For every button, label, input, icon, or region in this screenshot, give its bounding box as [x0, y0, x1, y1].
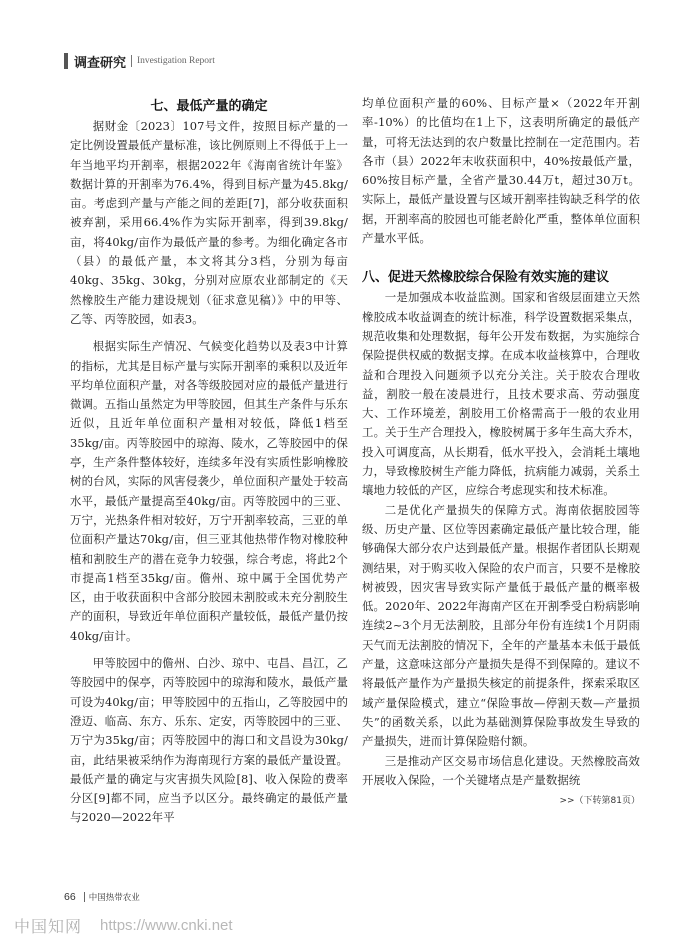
cnki-watermark: [0, 904, 700, 946]
section-title-8: 八、促进天然橡胶综合保险有效实施的建议: [362, 270, 610, 286]
page-footer: [64, 891, 140, 903]
section-title-7: 七、最低产量的确定: [150, 99, 268, 114]
cnki-url: https://www.cnki.net: [100, 916, 233, 934]
paragraph: 三是推动产区交易市场信息化建设。天然橡胶高效开展收入保险，一个关键堵点是产量数据统: [362, 753, 640, 787]
header-title: 调查研究: [74, 55, 127, 71]
paragraph: 一是加强成本收益监测。国家和省级层面建立天然橡胶成本收益调查的统计标准，科学设置数据采集点，规范收集和处理数据，每年公开发布数据，为实施综合保险提供权威的数据支撑。在成本收益核算中，合理收益和合理投入问题须予以充分关注。关于胶农合理收益，割胶一般在凌晨进行，且技术要求高、劳动强度大、工作环境差，割胶用工价格需高于一般的农业用工。关于生产合理投入，橡胶树属于多年生高大乔木，投入可调度高，从长期看，低水平投入，会消耗土壤地力，导致橡胶树生产能力降低，抗病能力减弱，关系土壤地力较低的产区，应综合考虑现实和技术标准。: [362, 290, 640, 498]
cnki-logo: 中国知网: [14, 916, 83, 936]
left-column: [70, 96, 348, 828]
paragraph: 甲等胶园中的儋州、白沙、琼中、屯昌、昌江，乙等胶园中的保亭，丙等胶园中的琼海和陵水，最低产量可设为40kg/亩；甲等胶园中的五指山，乙等胶园中的澄迈、临高、东方、乐东、定安，丙等胶园中的三亚、万宁为35kg/亩；丙等胶园中的海口和文昌设为30kg/亩，此结果被采纳作为海南现行方案的最低产量设置。最低产量的确定与灾害损失风险[8]、收入保险的费率分区[9]都不同，应当予以区分。最终确定的最低产量与2020—2022年平: [70, 656, 348, 825]
paragraph-continued: 均单位面积产量的60%、目标产量×（2022年开割率-10%）的比值均在1上下，这表明所确定的最低产量，可将无法达到的农户数量比控制在一定范围内。若各市（县）2022年末收获面积中，40%按最低产量，60%按目标产量，全省产量30.44万t，超过30万t。实际上，最低产量设置与区域开割率挂钩缺乏科学的依据，开割率高的胶园也可能老龄化严重，整体单位面积产量水平低。: [362, 96, 640, 246]
footer-divider: [84, 892, 85, 902]
header-marker-bar: [64, 53, 68, 69]
header-subtitle: Investigation Report: [137, 56, 215, 66]
running-header: [64, 52, 215, 70]
paragraph: 二是优化产量损失的保障方式。海南依据胶园等级、历史产量、区位等因素确定最低产量比较合理，能够确保大部分农户达到最低产量。根据作者团队长期观测结果，对于购买收入保险的农户而言，只要不是橡胶树被毁，因灾害导致实际产量低于最低产量的概率极低。2020年、2022年海南产区在开割季受白粉病影响连续2~3个月无法割胶，且部分年份有连续1个月阴雨天气而无法割胶的情况下，全年的产量基本未低于最低产量，这意味这部分产量损失是得不到保障的。建议不将最低产量作为产量损失核定的前提条件，探索采取区域产量保险模式，建立“保险事故—停割天数—产量损失”的函数关系，以此为基础测算保险事故发生导致的产量损失，进而计算保险赔付额。: [362, 502, 640, 749]
header-divider: [131, 55, 132, 67]
paragraph: 据财金〔2023〕107号文件，按照目标产量的一定比例设置最低产量标准，该比例原则上不得低于上一年当地平均开割率，根据2022年《海南省统计年鉴》数据计算的开割率为76.4%，得到目标产量为45.8kg/亩。考虑到产量与产能之间的差距[7]，部分收获面积被弃割，采用66.4%作为实际开割率，得到39.8kg/亩，将40kg/亩作为最低产量的参考。为细化确定各市（县）的最低产量，本文将其分3档，分别为每亩40kg、35kg、30kg，分别对应原农业部制定的《天然橡胶生产能力建设规划（征求意见稿）》中的甲等、乙等、丙等胶园，如表3。: [70, 119, 348, 326]
continued-note: >>（下转第81页）: [559, 796, 640, 807]
journal-name: 中国热带农业: [88, 893, 140, 903]
page-number: 66: [64, 891, 76, 903]
paragraph: 根据实际生产情况、气候变化趋势以及表3中计算的指标，尤其是目标产量与实际开割率的乘积以及近年平均单位面积产量，对各等级胶园对应的最低产量进行微调。五指山虽然定为甲等胶园，但其生产条件与乐东近似，且近年单位面积产量相对较低，降低1档至35kg/亩。丙等胶园中的琼海、陵水，乙等胶园中的保亭，生产条件整体较好，连续多年没有实质性影响橡胶树的台风，实际的风害侵袭少，单位面积产量处于较高水平，最低产量提高至40kg/亩。丙等胶园中的三亚、万宁，光热条件相对较好，万宁开割率较高，三亚的单位面积产量达70kg/亩，但三亚其他热带作物对橡胶种植和割胶生产的潜在竞争力较强，综合考虑，将此2个市提高1档至35kg/亩。儋州、琼中属于全国优势产区，由于收获面积中含部分胶园未割胶或未充分割胶生产的面积，导致近年单位面积产量较低，最低产量仍按40kg/亩计。: [70, 339, 348, 643]
right-column: [362, 94, 640, 806]
